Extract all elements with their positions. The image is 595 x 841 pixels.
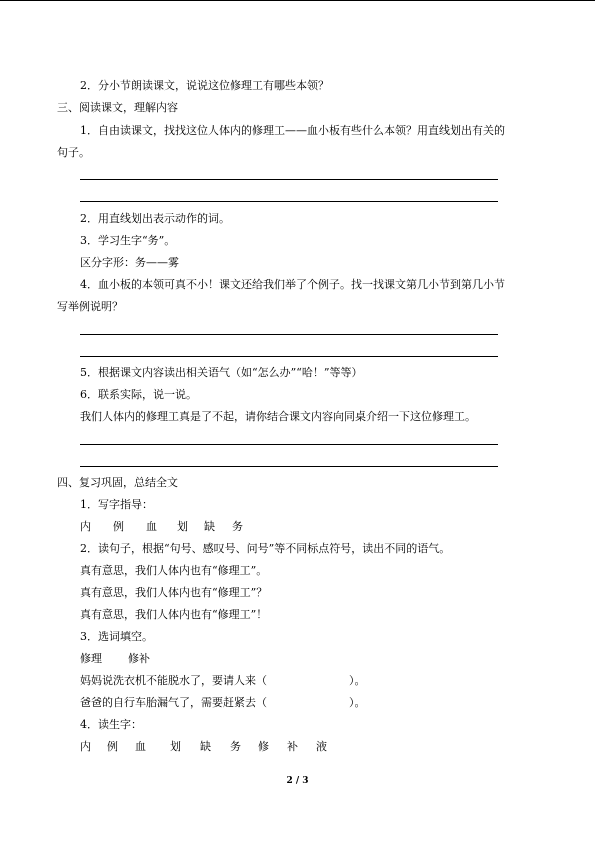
char: 血	[146, 520, 157, 533]
char: 内	[80, 740, 91, 753]
char: 血	[135, 740, 146, 753]
page-number: 2 / 3	[286, 776, 309, 786]
answer-line	[80, 201, 498, 202]
char: 务	[232, 520, 243, 533]
sentence-question: 真有意思，我们人体内也有“修理工”？	[80, 586, 268, 599]
fill-sentence-1-end: ）。	[349, 674, 366, 687]
s4-q3: 3．选词填空。	[80, 630, 153, 643]
s4-q1: 1．写字指导：	[80, 498, 153, 511]
char: 划	[177, 520, 188, 533]
s3-q4-line1: 4．血小板的本领可真不小！课文还给我们举了个例子。找一找课文第几小节到第几小节	[80, 278, 505, 291]
char: 例	[107, 740, 118, 753]
word-choices	[80, 652, 150, 666]
s3-q3-compare: 区分字形：务——雾	[80, 256, 179, 269]
fill-sentence-2: 爸爸的自行车胎漏气了，需要赶紧去（	[80, 696, 267, 709]
answer-line	[80, 466, 498, 467]
write-chars-row	[80, 520, 243, 534]
s3-q6-prompt: 我们人体内的修理工真是了不起，请你结合课文内容向同桌介绍一下这位修理工。	[80, 410, 476, 423]
section-3-heading: 三、阅读课文，理解内容	[57, 101, 178, 114]
s3-q4-line2: 写举例说明？	[57, 300, 123, 313]
sentence-period: 真有意思，我们人体内也有“修理工”。	[80, 564, 268, 577]
char: 修	[258, 740, 269, 753]
char: 划	[170, 740, 181, 753]
q2-text: 2．分小节朗读课文，说说这位修理工有哪些本领？	[80, 79, 329, 92]
char: 补	[287, 740, 298, 753]
s3-q6: 6．联系实际，说一说。	[80, 388, 197, 401]
char: 缺	[200, 740, 211, 753]
fill-sentence-1: 妈妈说洗衣机不能脱水了，要请人来（	[80, 674, 267, 687]
s4-q4: 4．读生字：	[80, 718, 142, 731]
word-choice: 修补	[128, 652, 150, 665]
char: 内	[80, 520, 91, 533]
s4-q2: 2．读句子，根据“句号、感叹号、问号”等不同标点符号，读出不同的语气。	[80, 542, 451, 555]
top-rule	[0, 0, 595, 1]
answer-line	[80, 334, 498, 335]
s3-q1-line2: 句子。	[57, 146, 90, 159]
answer-line	[80, 179, 498, 180]
s3-q2: 2．用直线划出表示动作的词。	[80, 212, 230, 225]
sentence-exclaim: 真有意思，我们人体内也有“修理工”！	[80, 608, 268, 621]
s3-q5: 5．根据课文内容读出相关语气（如“怎么办”“哈！”等等）	[80, 366, 363, 379]
word-choice: 修理	[80, 652, 102, 665]
fill-sentence-2-end: ）。	[349, 696, 366, 709]
read-chars-row	[80, 740, 327, 754]
s3-q3: 3．学习生字“务”。	[80, 234, 176, 247]
section-4-heading: 四、复习巩固，总结全文	[57, 476, 178, 489]
answer-line	[80, 444, 498, 445]
char: 务	[230, 740, 241, 753]
char: 液	[316, 740, 327, 753]
s3-q1-line1: 1．自由读课文，找找这位人体内的修理工——血小板有些什么本领？用直线划出有关的	[80, 124, 505, 137]
char: 缺	[204, 520, 215, 533]
char: 例	[113, 520, 124, 533]
answer-line	[80, 356, 498, 357]
